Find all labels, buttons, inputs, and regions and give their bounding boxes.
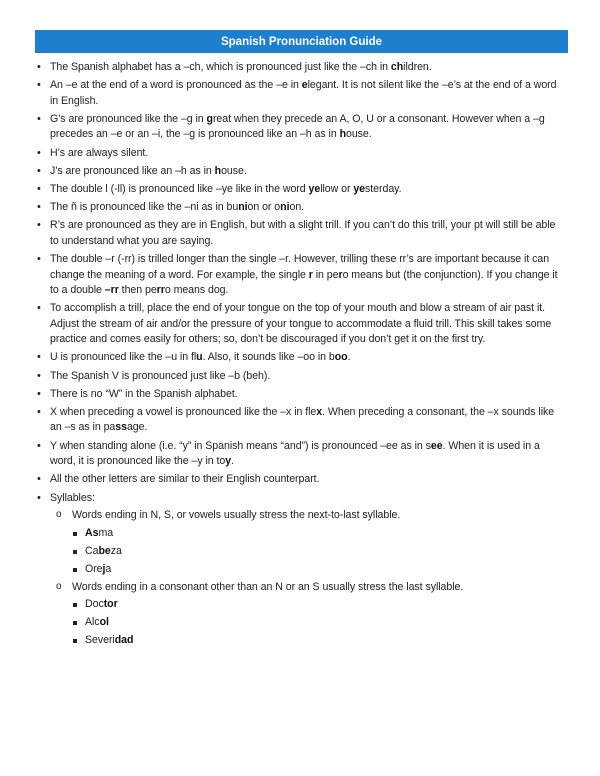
bold-sound-text: –rr [104, 284, 119, 296]
rule-text-run: Ore [85, 562, 103, 575]
bold-sound-text: r [338, 268, 343, 281]
rule-text-run: . [231, 455, 234, 468]
example-word [72, 526, 565, 542]
example-words-list [72, 526, 565, 578]
pronunciation-rule-item [37, 369, 565, 385]
example-word-text [85, 598, 118, 610]
rule-text-run: ouse. [221, 164, 247, 177]
pronunciation-rule-text [50, 370, 270, 382]
pronunciation-rule-item [37, 146, 565, 162]
pronunciation-rule-text [50, 113, 545, 141]
pronunciation-rule-text [50, 302, 551, 345]
syllables-label: Syllables: [50, 491, 95, 504]
rule-text-run: o means but (the conjunction). If you change it to a double [50, 268, 558, 296]
bold-sound-text: h [214, 164, 222, 177]
pronunciation-rule-text [50, 351, 350, 363]
syllables-item [37, 491, 565, 649]
bold-sound-text: ye [353, 182, 366, 195]
rule-text-run: X when preceding a vowel is pronounced like the –x in fle [50, 405, 317, 418]
syllable-rule-text: Words ending in N, S, or vowels usually stress the next-to-last syllable. [72, 509, 401, 521]
bold-sound-text: As [85, 526, 99, 539]
bold-sound-text: u [196, 351, 203, 364]
syllable-rule [50, 580, 565, 649]
rule-text-run: a [105, 562, 112, 575]
rule-text-run: J’s are pronounced like an –h as in [50, 164, 215, 177]
rule-text-run: za [110, 544, 122, 557]
rule-text-run: The ñ is pronounced like the –ni as in bu [50, 201, 239, 214]
bold-sound-text: g [206, 112, 213, 125]
pronunciation-rule-text [50, 183, 402, 195]
bold-sound-text: x [316, 405, 323, 418]
rule-text-run: . When it is used in a word, it is pronounced like the –y in to [50, 439, 540, 468]
rule-text-run: Doc [85, 598, 104, 610]
rule-text-run: The Spanish V is pronounced just like –b (beh). [50, 369, 271, 382]
pronunciation-rule-text [50, 388, 238, 400]
example-word [72, 597, 565, 613]
pronunciation-rule-text [50, 147, 148, 159]
pronunciation-rule-item [37, 112, 565, 143]
rule-text-run: o means dog. [164, 284, 229, 296]
bold-sound-text: ni [238, 201, 248, 214]
rule-text-run: U is pronounced like the –u in fl [50, 351, 197, 364]
pronunciation-rules-list [37, 60, 565, 649]
pronunciation-rule-item [37, 350, 565, 366]
rule-text-run: sterday. [365, 182, 402, 195]
bold-sound-text: ee [430, 439, 443, 452]
rule-text-run: . [347, 351, 351, 364]
rule-text-run: H’s are always silent. [50, 146, 149, 159]
bold-sound-text: y [225, 455, 232, 468]
pronunciation-rule-item [37, 439, 565, 470]
bold-sound-text: ss [115, 421, 127, 434]
guide-title: Spanish Pronunciation Guide [220, 35, 382, 48]
pronunciation-rule-item [37, 301, 565, 348]
bold-sound-text: be [98, 544, 111, 557]
rule-text-run: All the other letters are similar to their English counterpart. [50, 473, 320, 486]
pronunciation-rule-text [50, 440, 540, 468]
rule-text-run: Ca [85, 544, 99, 557]
example-word-text [85, 545, 122, 557]
example-word [72, 615, 565, 631]
bold-sound-text: j [102, 562, 106, 575]
pronunciation-rule-text [50, 79, 556, 107]
pronunciation-rule-item [37, 182, 565, 198]
example-word-text [85, 563, 111, 575]
rule-text-run: age. [126, 421, 148, 434]
rule-text-run: in pe [312, 268, 339, 281]
rule-text-run: To accomplish a trill, place the end of your tongue on the top of your mouth and blow a stream of air past it. Adjust the stream of air and/or the pressure of your tongue to accommodate a fluid trill. This skill takes some practice and comes easily for others; so, don’t be discouraged if you don’t get it on the first try. [50, 302, 552, 346]
rule-text-run: on or o [247, 201, 281, 214]
syllable-rule [50, 508, 565, 577]
bold-sound-text: ch [390, 61, 404, 73]
bold-sound-text: rr [156, 284, 165, 296]
rule-text-run: An –e at the end of a word is pronounced as the –e in [50, 79, 302, 92]
bold-sound-text: r [308, 268, 313, 281]
rule-text-run: R’s are pronounced as they are in English, but with a slight trill. If you can’t do this trill, your pt will still be able to understand what you are saying. [50, 219, 556, 247]
guide-title-banner [35, 30, 568, 53]
rule-text-run: reat when they precede an A, O, U or a consonant. However when a –g precedes an –e or an –i, the –g is pronounced like an –h as in [50, 112, 545, 141]
pronunciation-rule-item [37, 200, 565, 216]
rule-text-run: The double l (-ll) is pronounced like –ye like in the word [50, 182, 309, 195]
rule-text-run: . When preceding a consonant, the –x sounds like an –s as in pa [50, 405, 555, 434]
rule-text-run: legant. It is not silent like the –e’s at the end of a word in English. [50, 79, 557, 107]
rule-text-run: Alc [85, 616, 100, 628]
bold-sound-text: oo [334, 351, 348, 364]
rule-text-run: The Spanish alphabet has a –ch, which is pronounced just like the –ch in [50, 61, 391, 73]
pronunciation-rule-item [37, 78, 565, 109]
pronunciation-rule-item [37, 252, 565, 299]
rule-text-run: ouse. [345, 128, 372, 141]
bold-sound-text: ol [99, 616, 109, 628]
pronunciation-rule-item [37, 472, 565, 488]
bold-sound-text: e [301, 79, 308, 92]
example-word [72, 544, 565, 560]
bold-sound-text: ni [280, 201, 290, 214]
example-words-list [72, 597, 565, 649]
rule-text-run: ma [98, 526, 114, 539]
pronunciation-rule-item [37, 405, 565, 436]
example-word-text [85, 634, 133, 646]
bold-sound-text: dad [114, 634, 134, 646]
rule-text-run: Severi [85, 634, 115, 646]
pronunciation-rule-item [37, 387, 565, 403]
rule-text-run: Y when standing alone (i.e. “y” in Spanish means “and”) is pronounced –ee as in s [50, 439, 431, 452]
pronunciation-rule-item [37, 60, 565, 76]
pronunciation-rule-item [37, 218, 565, 249]
syllable-rules-list [50, 508, 565, 649]
rule-text-run: then pe [118, 284, 157, 296]
bold-sound-text: h [339, 128, 346, 141]
rule-text-run: on. [289, 201, 305, 214]
example-word-text [85, 616, 109, 628]
bold-sound-text: ye [308, 182, 321, 195]
pronunciation-rule-text [50, 201, 304, 213]
guide-content [37, 60, 565, 651]
pronunciation-rule-text [50, 473, 319, 485]
rule-text-run: G’s are pronounced like the –g in [50, 112, 207, 125]
syllable-rule-text: Words ending in a consonant other than an N or an S usually stress the last syllable. [72, 580, 464, 593]
pronunciation-rule-item [37, 164, 565, 180]
pronunciation-rule-text [50, 253, 558, 296]
rule-text-run: ildren. [403, 61, 432, 73]
rule-text-run: The double –r (-rr) is trilled longer than the single –r. However, trilling these rr’s are important because it can change the meaning of a word. For example, the single [50, 253, 550, 281]
pronunciation-rule-text [50, 406, 554, 434]
example-word [72, 633, 565, 649]
rule-text-run: There is no “W” in the Spanish alphabet. [50, 387, 238, 400]
example-word-text [85, 527, 113, 539]
bold-sound-text: tor [103, 598, 118, 610]
pronunciation-rule-text [50, 165, 247, 177]
rule-text-run: llow or [320, 182, 354, 195]
pronunciation-rule-text [50, 61, 432, 73]
pronunciation-rule-text [50, 219, 555, 247]
example-word [72, 562, 565, 578]
rule-text-run: . Also, it sounds like –oo in b [202, 351, 335, 364]
